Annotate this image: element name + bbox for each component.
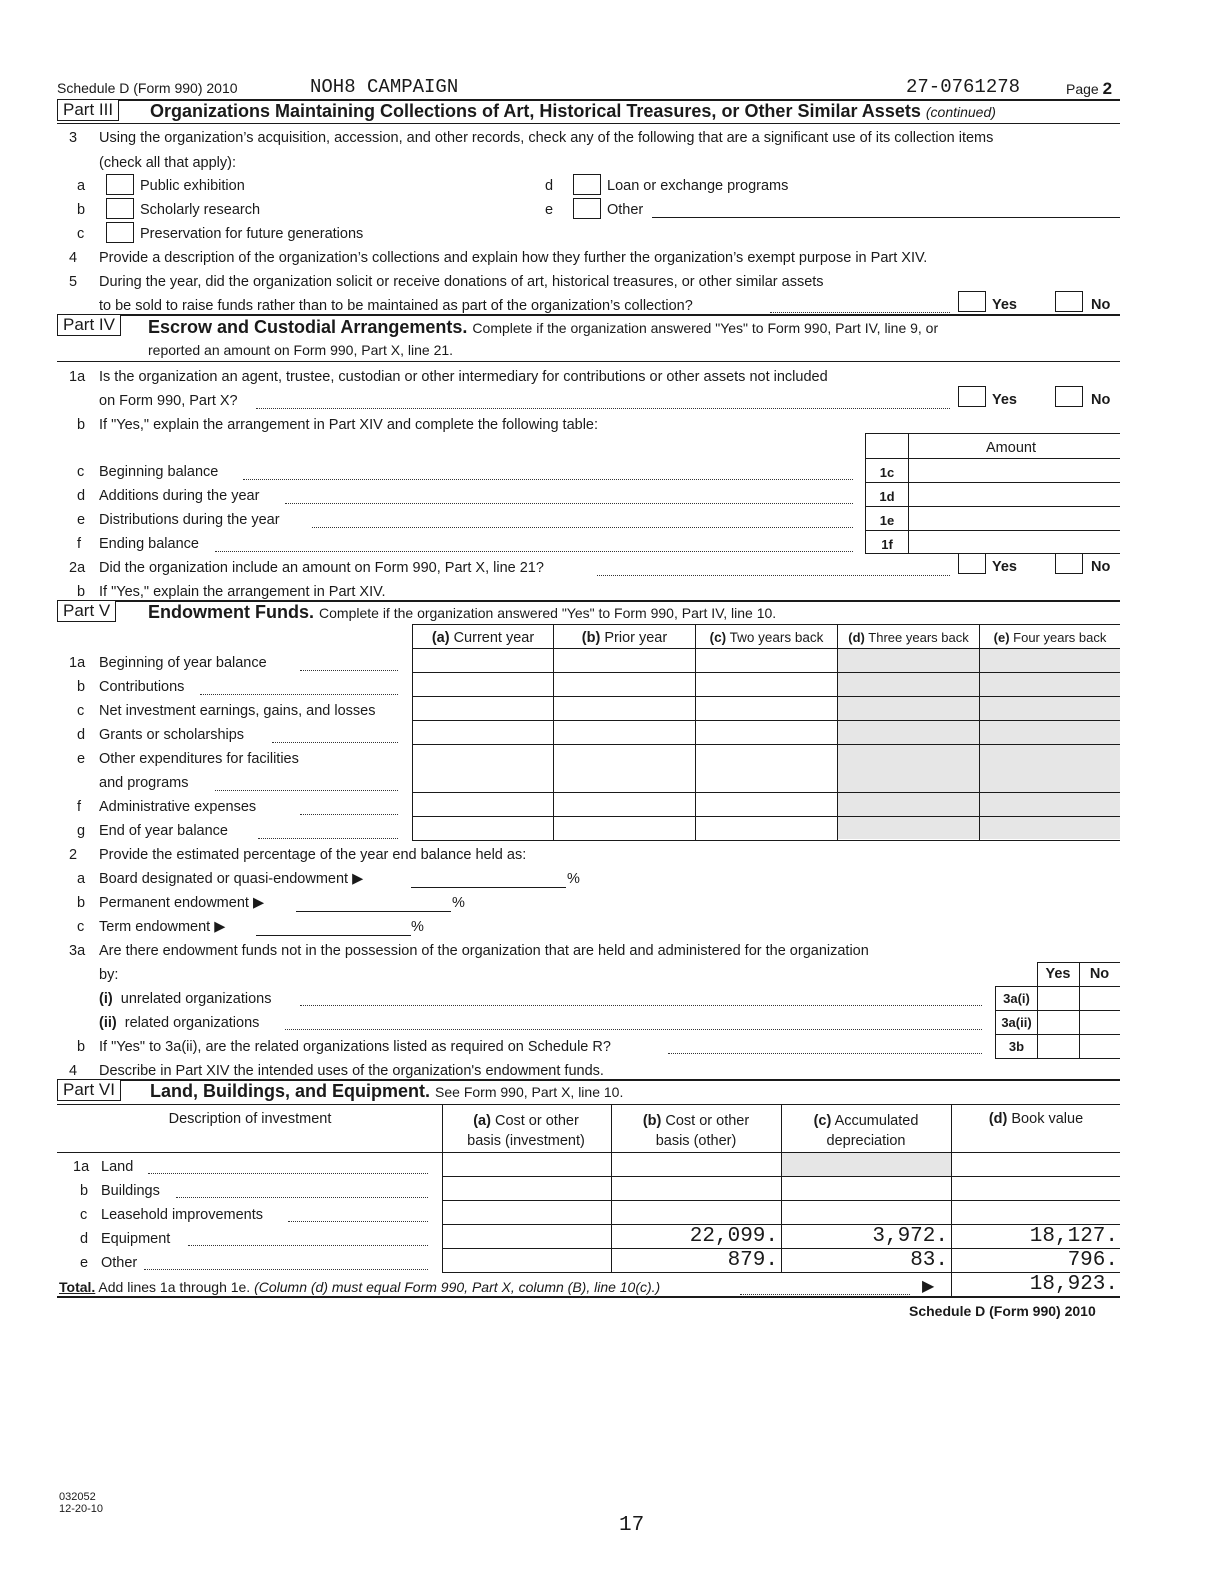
q1a-yes-checkbox[interactable] bbox=[958, 386, 986, 407]
checkbox-public-exhibition[interactable] bbox=[106, 174, 134, 195]
q3i-text: (i) unrelated organizations bbox=[99, 991, 272, 1007]
schedule-title: Schedule D (Form 990) 2010 bbox=[57, 80, 238, 96]
q2-text: Provide the estimated percentage of the year end balance held as: bbox=[99, 847, 527, 863]
endowment-row-label: End of year balance bbox=[99, 823, 228, 839]
q2a-no-checkbox[interactable] bbox=[1055, 553, 1083, 574]
endowment-row-label: Beginning of year balance bbox=[99, 655, 267, 671]
q4-endow-text: Describe in Part XIV the intended uses of the organization's endowment funds. bbox=[99, 1063, 604, 1079]
col-header: (c) Two years back bbox=[709, 630, 824, 645]
q3b-yes-cell[interactable] bbox=[1038, 1035, 1078, 1057]
q3-text: Using the organization’s acquisition, accession, and other records, check any of the following that are a significant use of its collection items bbox=[99, 130, 994, 146]
other-book-value: 796. bbox=[1067, 1249, 1118, 1272]
col-b: (b) Cost or other basis (other) bbox=[642, 1113, 750, 1149]
q1a-text: Is the organization an agent, trustee, custodian or other intermediary for contributions or other assets not included bbox=[99, 369, 828, 385]
q2a-text: Did the organization include an amount on Form 990, Part X, line 21? bbox=[99, 560, 544, 576]
q2b-text: If "Yes," explain the arrangement in Part XIV. bbox=[99, 584, 386, 600]
escrow-amount-1c[interactable] bbox=[909, 459, 1119, 481]
part6-label: Part VI bbox=[57, 1079, 121, 1101]
checkbox-other[interactable] bbox=[573, 198, 601, 219]
asset-row-label: Buildings bbox=[101, 1183, 160, 1199]
q2b-endow-text: Permanent endowment ▶ bbox=[99, 895, 265, 911]
permanent-endowment-input[interactable] bbox=[296, 911, 451, 912]
page-number: 17 bbox=[619, 1514, 645, 1537]
equipment-book-value: 18,127. bbox=[1029, 1225, 1118, 1248]
page-label: Page 2 bbox=[1066, 79, 1113, 98]
q5-no-checkbox[interactable] bbox=[1055, 291, 1083, 312]
part5-title: Endowment Funds. Complete if the organization answered "Yes" to Form 990, Part IV, line 10. bbox=[148, 602, 777, 622]
asset-row-label: Equipment bbox=[101, 1231, 171, 1247]
checkbox-loan-exchange[interactable] bbox=[573, 174, 601, 195]
q3ii-text: (ii) related organizations bbox=[99, 1015, 260, 1031]
q3ii-no-cell[interactable] bbox=[1080, 1011, 1120, 1033]
term-endowment-input[interactable] bbox=[256, 935, 411, 936]
other-depreciation: 83. bbox=[910, 1249, 948, 1272]
form-codes: 032052 12-20-10 bbox=[59, 1491, 104, 1515]
col-header: (a) Current year bbox=[431, 630, 535, 646]
col-c: (c) Accumulated depreciation bbox=[813, 1113, 919, 1149]
part3-label: Part III bbox=[57, 99, 119, 121]
q3b-no-cell[interactable] bbox=[1080, 1035, 1120, 1057]
arrow-icon: ▶ bbox=[922, 1278, 935, 1295]
part5-label: Part V bbox=[57, 600, 116, 622]
endowment-row-label: Other expenditures for facilities bbox=[99, 751, 299, 767]
escrow-row-label: Additions during the year bbox=[99, 488, 260, 504]
q5-text: During the year, did the organization solicit or receive donations of art, historical treasures, or other similar assets bbox=[99, 274, 824, 290]
endowment-row-label: Contributions bbox=[99, 679, 185, 695]
amount-header: Amount bbox=[986, 440, 1036, 456]
q2c-endow-text: Term endowment ▶ bbox=[99, 919, 226, 935]
q3a-text: Are there endowment funds not in the possession of the organization that are held and administered for the organization bbox=[99, 943, 869, 959]
total-book-value: 18,923. bbox=[1029, 1273, 1118, 1296]
ein: 27-0761278 bbox=[906, 76, 1021, 98]
endowment-row-label: Net investment earnings, gains, and losses bbox=[99, 703, 376, 719]
col-header: (d) Three years back bbox=[848, 630, 969, 645]
q2a-yes-checkbox[interactable] bbox=[958, 553, 986, 574]
footer-schedule: Schedule D (Form 990) 2010 bbox=[909, 1303, 1096, 1319]
q4-text: Provide a description of the organization’s collections and explain how they further the organization’s exempt purpose in Part XIV. bbox=[99, 250, 928, 266]
checkbox-scholarly-research[interactable] bbox=[106, 198, 134, 219]
col-a: (a) Cost or other basis (investment) bbox=[467, 1113, 585, 1149]
q3i-no-cell[interactable] bbox=[1080, 987, 1120, 1009]
equipment-cost: 22,099. bbox=[689, 1225, 778, 1248]
q3b-text: If "Yes" to 3a(ii), are the related organizations listed as required on Schedule R? bbox=[99, 1039, 611, 1055]
escrow-amount-1e[interactable] bbox=[909, 507, 1119, 529]
other-cost: 879. bbox=[727, 1249, 778, 1272]
escrow-amount-1d[interactable] bbox=[909, 483, 1119, 505]
col-desc: Description of investment bbox=[168, 1111, 332, 1127]
q1b-text: If "Yes," explain the arrangement in Part XIV and complete the following table: bbox=[99, 417, 599, 433]
asset-row-label: Other bbox=[101, 1255, 138, 1271]
escrow-row-label: Beginning balance bbox=[99, 464, 219, 480]
escrow-row-label: Ending balance bbox=[99, 536, 199, 552]
equipment-depreciation: 3,972. bbox=[872, 1225, 948, 1248]
escrow-amount-1f[interactable] bbox=[909, 531, 1119, 553]
q1a-no-checkbox[interactable] bbox=[1055, 386, 1083, 407]
endowment-row-label: Grants or scholarships bbox=[99, 727, 245, 743]
board-designated-input[interactable] bbox=[411, 887, 566, 888]
col-d: (d) Book value bbox=[988, 1111, 1084, 1127]
col-header: (b) Prior year bbox=[581, 630, 668, 646]
q2a-endow-text: Board designated or quasi-endowment ▶ bbox=[99, 871, 364, 887]
org-name: NOH8 CAMPAIGN bbox=[310, 76, 459, 98]
endowment-row-label: Administrative expenses bbox=[99, 799, 257, 815]
q5-yes-checkbox[interactable] bbox=[958, 291, 986, 312]
total-line: Total. Add lines 1a through 1e. (Column (d) must equal Form 990, Part X, column (B), line 10(c).) bbox=[59, 1279, 661, 1295]
asset-row-label: Leasehold improvements bbox=[101, 1207, 264, 1223]
other-input-line[interactable] bbox=[652, 217, 1120, 218]
part3-title: Organizations Maintaining Collections of Art, Historical Treasures, or Other Similar Assets (continued) bbox=[150, 101, 996, 121]
q3ii-yes-cell[interactable] bbox=[1038, 1011, 1078, 1033]
part4-title: Escrow and Custodial Arrangements. Complete if the organization answered "Yes" to Form 990, Part IV, line 9, or bbox=[148, 317, 939, 337]
col-header: (e) Four years back bbox=[993, 630, 1107, 645]
asset-row-label: Land bbox=[101, 1159, 134, 1175]
escrow-row-label: Distributions during the year bbox=[99, 512, 280, 528]
part4-label: Part IV bbox=[57, 314, 121, 336]
checkbox-preservation[interactable] bbox=[106, 222, 134, 243]
q3i-yes-cell[interactable] bbox=[1038, 987, 1078, 1009]
part6-title: Land, Buildings, and Equipment. See Form 990, Part X, line 10. bbox=[150, 1081, 624, 1101]
